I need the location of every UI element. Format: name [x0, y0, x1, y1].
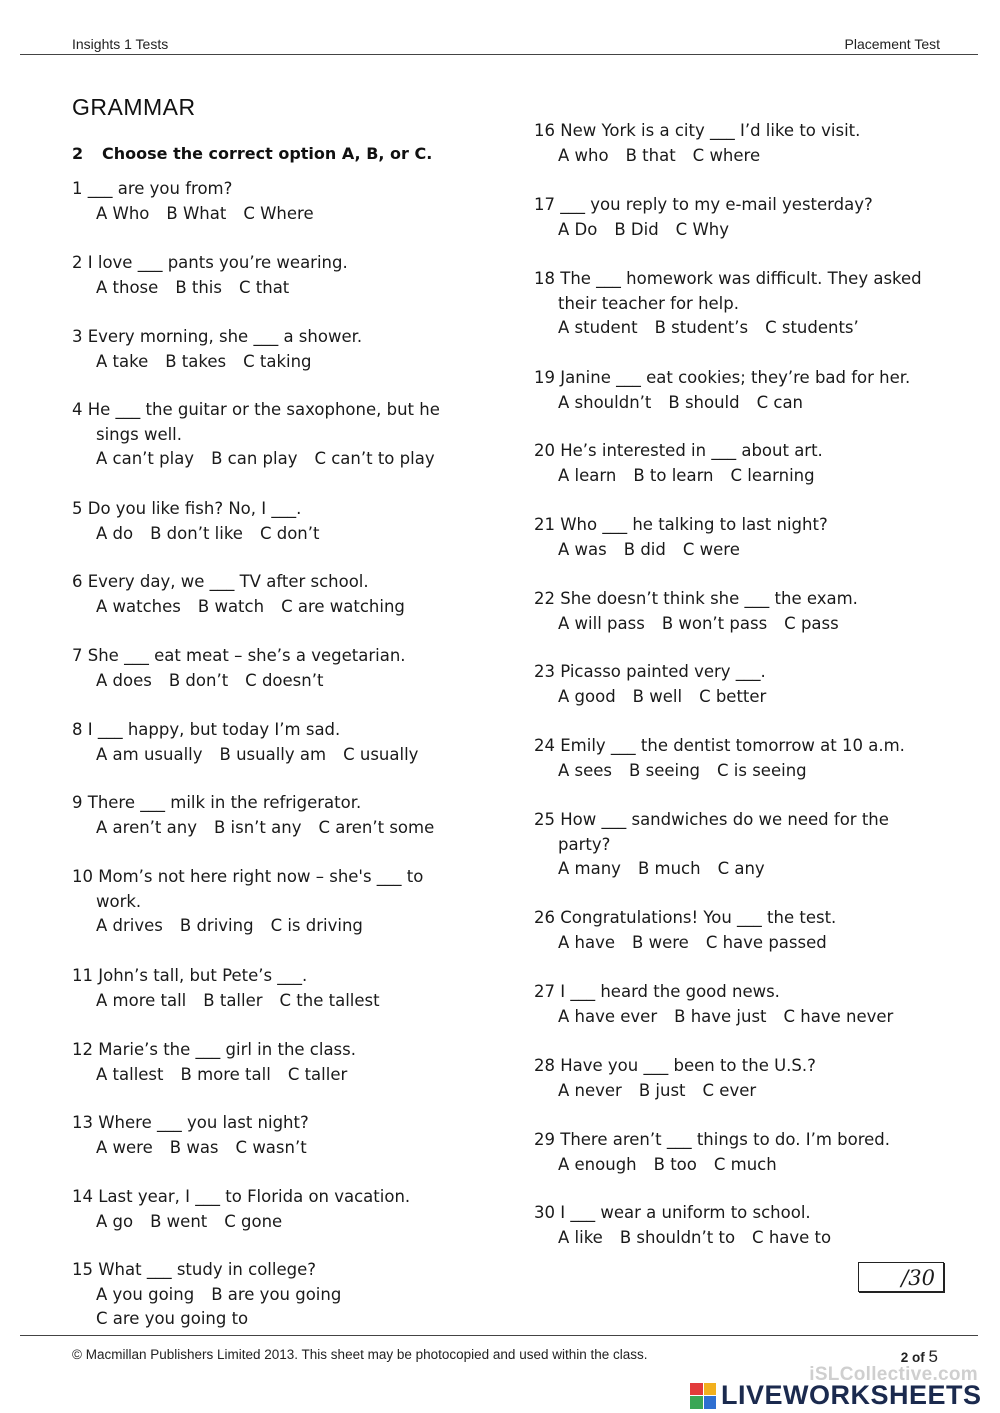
option-b[interactable]: B can play: [211, 449, 298, 469]
question-stem: 5 Do you like fish? No, I ___.: [72, 499, 302, 518]
option-b[interactable]: B driving: [179, 916, 254, 936]
logo-square-2: [704, 1383, 717, 1396]
question-stem: 30 I ___ wear a uniform to school.: [534, 1203, 811, 1222]
question: [534, 119, 954, 168]
option-c[interactable]: C much: [713, 1154, 777, 1174]
option-c[interactable]: C ever: [702, 1080, 757, 1100]
option-b[interactable]: B much: [637, 859, 701, 879]
header-left: Insights 1 Tests: [72, 36, 169, 52]
question: [534, 267, 954, 341]
question: [534, 193, 954, 242]
option-a[interactable]: A you going: [96, 1284, 195, 1304]
question: [72, 644, 492, 693]
question-stem: 26 Congratulations! You ___ the test.: [534, 908, 837, 927]
question-options: [72, 816, 492, 841]
question-stem: 28 Have you ___ been to the U.S.?: [534, 1056, 816, 1075]
option-a[interactable]: A those: [96, 277, 159, 297]
liveworksheets-logo-icon: [690, 1383, 716, 1409]
option-c[interactable]: C aren’t some: [318, 817, 435, 837]
question-options: [534, 538, 954, 563]
option-a[interactable]: A Who: [96, 203, 150, 223]
question: [534, 587, 954, 636]
option-c[interactable]: C doesn’t: [245, 670, 324, 690]
option-c[interactable]: C pass: [784, 613, 839, 633]
option-a[interactable]: A can’t play: [96, 449, 195, 469]
question: [72, 251, 492, 300]
option-b[interactable]: B isn’t any: [213, 817, 302, 837]
option-b[interactable]: B should: [668, 392, 740, 412]
option-c[interactable]: C can’t to play: [314, 449, 435, 469]
option-c[interactable]: C have never: [783, 1006, 894, 1026]
question-stem: 12 Marie’s the ___ girl in the class.: [72, 1040, 356, 1059]
option-c[interactable]: C are you going to: [96, 1309, 249, 1329]
question: [534, 808, 954, 882]
question-options: [72, 447, 492, 472]
option-c[interactable]: C the tallest: [279, 990, 380, 1010]
question-stem: 15 What ___ study in college?: [72, 1260, 316, 1279]
watermark: iSLCollective.com: [809, 1364, 978, 1385]
option-b[interactable]: B usually am: [219, 744, 327, 764]
option-c[interactable]: C where: [692, 145, 761, 165]
question-stem: 27 I ___ heard the good news.: [534, 982, 780, 1001]
brand-name: LIVEWORKSHEETS: [721, 1380, 982, 1410]
logo-square-1: [690, 1383, 703, 1396]
question: [72, 865, 492, 939]
option-a[interactable]: A will pass: [558, 613, 645, 633]
footer-rule: [20, 1335, 978, 1336]
question: [72, 398, 492, 472]
option-b[interactable]: B seeing: [629, 760, 701, 780]
question-options: [72, 669, 492, 694]
question-options: [72, 202, 492, 227]
option-a[interactable]: A good: [558, 686, 616, 706]
option-a[interactable]: A enough: [558, 1154, 637, 1174]
question-stem: 11 John’s tall, but Pete’s ___.: [72, 966, 308, 985]
option-c[interactable]: C wasn’t: [235, 1137, 307, 1157]
question-stem: 2 I love ___ pants you’re wearing.: [72, 253, 348, 272]
option-b[interactable]: B watch: [197, 596, 265, 616]
option-a[interactable]: A go: [96, 1211, 134, 1231]
question: [534, 660, 954, 709]
question: [72, 177, 492, 226]
option-b[interactable]: B more tall: [180, 1064, 271, 1084]
option-a[interactable]: A watches: [96, 596, 181, 616]
option-a[interactable]: A do: [96, 523, 134, 543]
option-c[interactable]: C usually: [343, 744, 419, 764]
question-options: [534, 1153, 954, 1178]
option-b[interactable]: B are you going: [211, 1284, 342, 1304]
option-b[interactable]: B did: [623, 539, 666, 559]
option-c[interactable]: C Why: [675, 219, 729, 239]
option-b[interactable]: B went: [150, 1211, 208, 1231]
footer-copyright: © Macmillan Publishers Limited 2013. This sheet may be photocopied and used within the class.: [72, 1347, 648, 1362]
option-a[interactable]: A aren’t any: [96, 817, 197, 837]
option-c[interactable]: C students’: [765, 318, 859, 338]
question-stem: 29 There aren’t ___ things to do. I’m bored.: [534, 1130, 890, 1149]
question-options: [534, 612, 954, 637]
option-b[interactable]: B taller: [203, 990, 263, 1010]
option-b[interactable]: B student’s: [654, 318, 749, 338]
option-a[interactable]: A like: [558, 1227, 603, 1247]
question-stem: 8 I ___ happy, but today I’m sad.: [72, 720, 341, 739]
option-c[interactable]: C don’t: [259, 523, 320, 543]
question-stem: 7 She ___ eat meat – she’s a vegetarian.: [72, 646, 406, 665]
question-options: [72, 1210, 492, 1235]
question-stem: 1 ___ are you from?: [72, 179, 233, 198]
question-options: [534, 759, 954, 784]
score-box[interactable]: /30: [858, 1262, 944, 1292]
question-stem: 17 ___ you reply to my e-mail yesterday?: [534, 195, 873, 214]
question-options: [72, 350, 492, 375]
question: [72, 791, 492, 840]
question-options: [72, 989, 492, 1014]
option-b[interactable]: B too: [653, 1154, 697, 1174]
header-rule: [20, 54, 978, 55]
option-b[interactable]: B that: [625, 145, 676, 165]
option-a[interactable]: A sees: [558, 760, 613, 780]
instruction-text: Choose the correct option A, B, or C.: [102, 144, 433, 163]
option-c[interactable]: C any: [717, 859, 765, 879]
question: [72, 964, 492, 1013]
question-stem: 25 How ___ sandwiches do we need for the party?: [534, 810, 889, 854]
question: [534, 1128, 954, 1177]
question: [72, 1185, 492, 1234]
logo-square-3: [690, 1396, 703, 1409]
option-b[interactable]: B to learn: [633, 465, 714, 485]
question-stem: 22 She doesn’t think she ___ the exam.: [534, 589, 858, 608]
question-stem: 19 Janine ___ eat cookies; they’re bad for her.: [534, 368, 911, 387]
question: [534, 513, 954, 562]
question-options: [534, 857, 954, 882]
option-a[interactable]: A Do: [558, 219, 598, 239]
question-options: [534, 685, 954, 710]
option-c[interactable]: C taking: [243, 351, 312, 371]
question-options: [72, 1136, 492, 1161]
option-a[interactable]: A take: [96, 351, 149, 371]
question-options: [72, 522, 492, 547]
question-stem: 24 Emily ___ the dentist tomorrow at 10 a.m.: [534, 736, 905, 755]
option-a[interactable]: A never: [558, 1080, 622, 1100]
question-stem: 18 The ___ homework was difficult. They asked their teacher for help.: [534, 269, 922, 313]
option-a[interactable]: A am usually: [96, 744, 203, 764]
option-c[interactable]: C taller: [287, 1064, 348, 1084]
instruction-number: 2: [72, 144, 84, 163]
option-a[interactable]: A were: [96, 1137, 153, 1157]
option-b[interactable]: B have just: [674, 1006, 767, 1026]
question: [534, 906, 954, 955]
option-a[interactable]: A was: [558, 539, 607, 559]
option-a[interactable]: A who: [558, 145, 609, 165]
question-options: [72, 595, 492, 620]
option-c[interactable]: C are watching: [281, 596, 405, 616]
question-options: [534, 464, 954, 489]
question: [534, 439, 954, 488]
section-title: GRAMMAR: [72, 94, 196, 120]
question-options: [534, 1079, 954, 1104]
option-b[interactable]: B don’t like: [150, 523, 243, 543]
question-options: [534, 218, 954, 243]
option-b[interactable]: B Did: [614, 219, 659, 239]
option-a[interactable]: A have ever: [558, 1006, 658, 1026]
question-stem: 4 He ___ the guitar or the saxophone, but he sings well.: [72, 400, 440, 444]
question: [72, 570, 492, 619]
logo-square-4: [704, 1396, 717, 1409]
question-options: [534, 1005, 954, 1030]
question: [534, 1054, 954, 1103]
question: [72, 325, 492, 374]
question-stem: 13 Where ___ you last night?: [72, 1113, 309, 1132]
question: [534, 980, 954, 1029]
option-b[interactable]: B What: [166, 203, 227, 223]
question-options: [534, 1226, 954, 1251]
question-options: [534, 144, 954, 169]
question-stem: 23 Picasso painted very ___.: [534, 662, 766, 681]
option-a[interactable]: A more tall: [96, 990, 187, 1010]
option-c[interactable]: C can: [756, 392, 804, 412]
question: [72, 1111, 492, 1160]
instruction: [72, 144, 432, 163]
question-options: [534, 391, 954, 416]
question: [72, 1258, 492, 1332]
question: [72, 497, 492, 546]
option-c[interactable]: C gone: [224, 1211, 283, 1231]
option-b[interactable]: B don’t: [168, 670, 229, 690]
option-c[interactable]: C have to: [752, 1227, 832, 1247]
question-stem: 14 Last year, I ___ to Florida on vacation.: [72, 1187, 411, 1206]
option-a[interactable]: A have: [558, 932, 616, 952]
option-b[interactable]: B were: [632, 932, 689, 952]
option-c[interactable]: C Where: [243, 203, 314, 223]
option-b[interactable]: B just: [638, 1080, 686, 1100]
option-a[interactable]: A student: [558, 318, 638, 338]
question-options: [534, 931, 954, 956]
option-c[interactable]: C that: [239, 277, 290, 297]
option-b[interactable]: B this: [175, 277, 222, 297]
option-a[interactable]: A tallest: [96, 1064, 164, 1084]
question-stem: 6 Every day, we ___ TV after school.: [72, 572, 369, 591]
question: [534, 366, 954, 415]
question: [72, 1038, 492, 1087]
option-a[interactable]: A drives: [96, 916, 163, 936]
option-a[interactable]: A learn: [558, 465, 617, 485]
page-total: 5: [928, 1347, 938, 1366]
option-b[interactable]: B shouldn’t to: [619, 1227, 736, 1247]
option-c[interactable]: C have passed: [705, 932, 827, 952]
question: [72, 718, 492, 767]
question-options: [72, 1063, 492, 1088]
question-stem: 21 Who ___ he talking to last night?: [534, 515, 828, 534]
option-c[interactable]: C better: [699, 686, 767, 706]
header-right: Placement Test: [844, 36, 940, 52]
option-b[interactable]: B was: [169, 1137, 219, 1157]
liveworksheets-brand[interactable]: [690, 1380, 982, 1411]
question: [534, 1201, 954, 1250]
question-stem: 9 There ___ milk in the refrigerator.: [72, 793, 362, 812]
question-options: [72, 914, 492, 939]
option-a[interactable]: A does: [96, 670, 152, 690]
option-c[interactable]: C is seeing: [717, 760, 807, 780]
option-c[interactable]: C learning: [730, 465, 815, 485]
question-stem: 16 New York is a city ___ I’d like to visit.: [534, 121, 861, 140]
option-b[interactable]: B takes: [165, 351, 227, 371]
question-stem: 10 Mom’s not here right now – she's ___ to work.: [72, 867, 424, 911]
question-options: [72, 743, 492, 768]
option-b[interactable]: B won’t pass: [661, 613, 768, 633]
question-stem: 20 He’s interested in ___ about art.: [534, 441, 823, 460]
page-of: of: [912, 1350, 925, 1365]
question: [534, 734, 954, 783]
option-a[interactable]: A shouldn’t: [558, 392, 652, 412]
option-c[interactable]: C were: [682, 539, 740, 559]
question-stem: 3 Every morning, she ___ a shower.: [72, 327, 363, 346]
option-c[interactable]: C is driving: [270, 916, 363, 936]
question-options: [72, 276, 492, 301]
page-current: 2: [900, 1350, 909, 1365]
question-options: [72, 1283, 492, 1332]
option-b[interactable]: B well: [632, 686, 683, 706]
option-a[interactable]: A many: [558, 859, 621, 879]
question-options: [534, 316, 954, 341]
